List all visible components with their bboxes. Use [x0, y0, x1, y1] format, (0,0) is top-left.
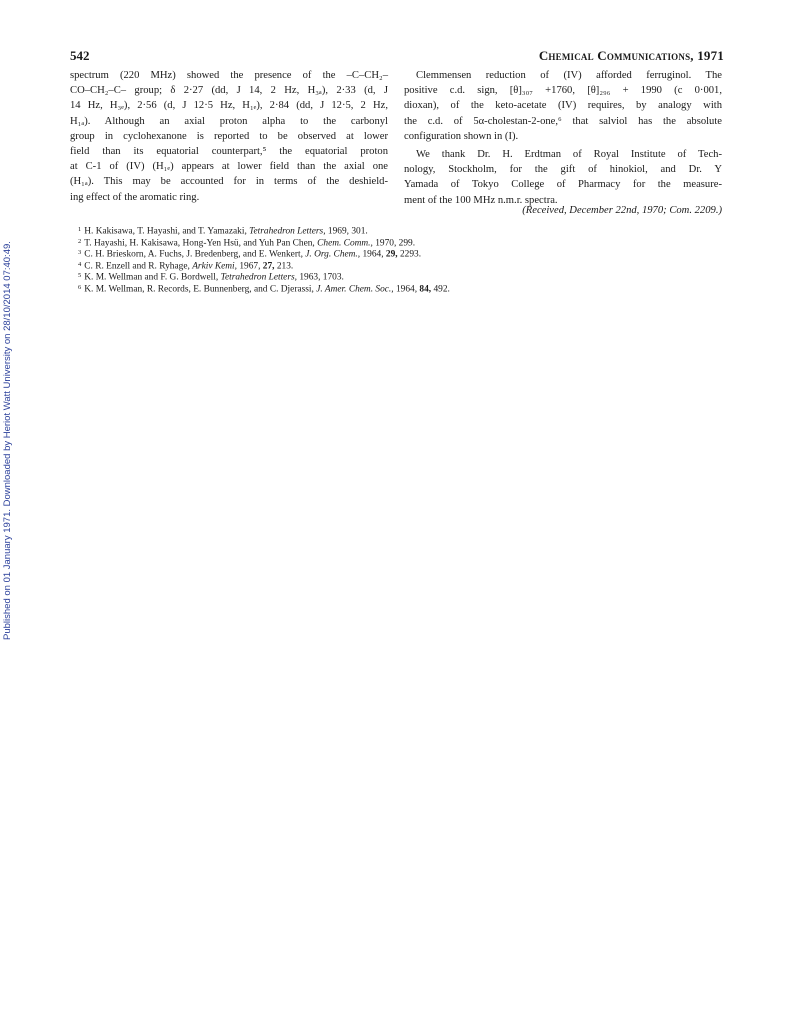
reference-volume: 84, [419, 284, 432, 295]
body-line: group in cyclohexanone is reported to be observed at lower [70, 130, 388, 142]
reference-journal: J. Amer. Chem. Soc., [316, 284, 394, 295]
body-line: spectrum (220 MHz) showed the presence of the –C–CH₂– [70, 70, 388, 81]
body-line: CO–CH₂–C– group; δ 2·27 (dd, J 14, 2 Hz, H₃ₐ), 2·33 (d, J [70, 85, 388, 97]
reference-journal: Chem. Comm., [317, 238, 373, 249]
reference-item [78, 270, 718, 282]
reference-item [78, 236, 718, 248]
body-line: ing effect of the aromatic ring. [70, 191, 200, 203]
reference-item [78, 224, 718, 236]
download-watermark [2, 120, 16, 640]
reference-number: 4 [78, 260, 82, 268]
reference-volume: 29, [385, 249, 398, 260]
reference-journal: Arkiv Kemi, [192, 261, 237, 272]
body-line: the c.d. of 5α-cholestan-2-one,⁶ that salviol has the absolute [404, 115, 722, 127]
download-watermark-text: Published on 01 January 1971. Downloaded by Heriot Watt University on 28/10/2014 07:40:49. [2, 241, 13, 640]
body-line: (H₁ₐ). This may be accounted for in terms of the deshield- [70, 176, 388, 188]
reference-citation: 1967, 27, 213. [239, 261, 294, 272]
body-line: at C-1 of (IV) (H₁ₑ) appears at lower field than the axial one [70, 161, 388, 173]
reference-item [78, 282, 718, 294]
left-column [70, 68, 388, 205]
paragraph-clemmensen [404, 68, 722, 144]
received-date: (Received, December 22nd, 1970; Com. 2209.) [522, 205, 722, 216]
reference-authors: K. M. Wellman, R. Records, E. Bunnenberg, and C. Djerassi, [84, 284, 314, 295]
body-line: Clemmensen reduction of (IV) afforded ferruginol. The [416, 70, 722, 81]
page-header [70, 48, 724, 64]
reference-citation: 1964, 84, 492. [395, 284, 450, 295]
right-column [404, 68, 722, 208]
reference-citation: 1963, 1703. [299, 272, 344, 283]
reference-number: 1 [78, 226, 82, 233]
paragraph-acknowledgements [404, 147, 722, 208]
running-head: Chemical Communications, 1971 [538, 48, 724, 63]
reference-authors: K. M. Wellman and F. G. Bordwell, [84, 272, 219, 283]
body-line: Yamada of Tokyo College of Pharmacy for the measure- [404, 179, 722, 191]
body-line: ment of the 100 MHz n.m.r. spectra. [404, 194, 558, 206]
reference-journal: J. Org. Chem., [305, 249, 361, 260]
reference-item [78, 259, 718, 271]
reference-authors: C. R. Enzell and R. Ryhage, [84, 261, 190, 272]
reference-volume: 27, [262, 261, 275, 272]
body-line: H₁ₐ). Although an axial proton alpha to the carbonyl [70, 115, 388, 127]
body-line: 14 Hz, H₃ₑ), 2·56 (d, J 12·5 Hz, H₁ₑ), 2·84 (dd, J 12·5, 2 Hz, [70, 100, 388, 112]
reference-journal: Tetrahedron Letters, [249, 226, 326, 237]
body-line: nology, Stockholm, for the gift of hinokiol, and Dr. Y [404, 164, 722, 176]
reference-citation: 1969, 301. [327, 226, 368, 237]
reference-number: 3 [78, 249, 82, 257]
reference-authors: H. Kakisawa, T. Hayashi, and T. Yamazaki, [84, 226, 247, 237]
references-list [78, 224, 718, 294]
body-line: We thank Dr. H. Erdtman of Royal Institute of Tech- [416, 148, 722, 160]
reference-authors: C. H. Brieskorn, A. Fuchs, J. Bredenberg, and E. Wenkert, [84, 249, 303, 260]
body-line: configuration shown in (I). [404, 130, 519, 142]
body-line: positive c.d. sign, [θ]₃₀₇ +1760, [θ]₂₉₆ + 1990 (c 0·001, [404, 85, 722, 97]
reference-authors: T. Hayashi, H. Kakisawa, Hong-Yen Hsü, and Yuh Pan Chen, [84, 238, 315, 249]
body-line: field than its equatorial counterpart,⁵ the equatorial proton [70, 145, 388, 157]
reference-item [78, 247, 718, 259]
reference-number: 2 [78, 237, 82, 245]
reference-citation: 1964, 29, 2293. [362, 249, 422, 260]
reference-number: 5 [78, 272, 82, 280]
reference-number: 6 [78, 283, 82, 291]
body-line: dioxan), of the keto-acetate (IV) requires, by analogy with [404, 100, 722, 112]
reference-citation: 1970, 299. [375, 238, 416, 249]
page-number: 542 [70, 48, 90, 63]
reference-journal: Tetrahedron Letters, [220, 272, 297, 283]
